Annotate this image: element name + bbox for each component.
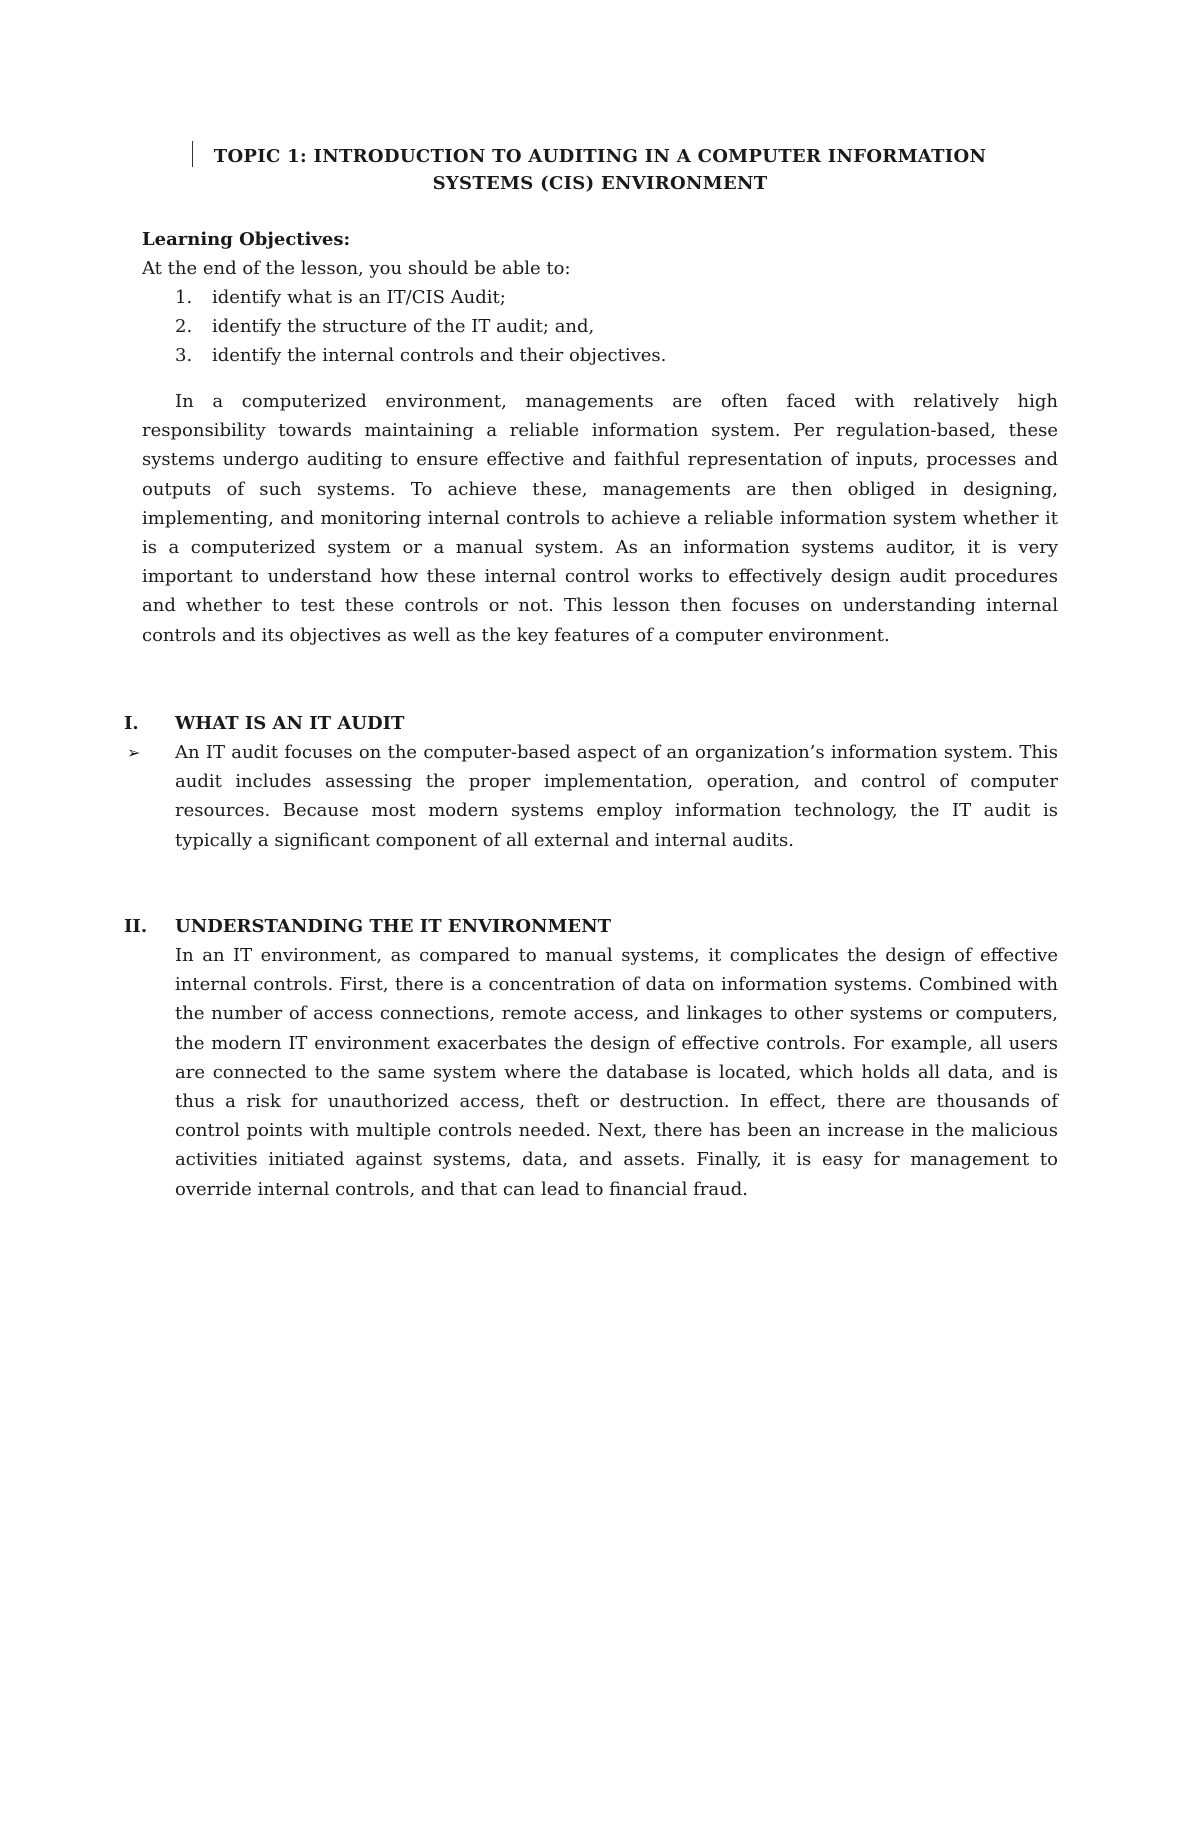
section-2-body: In an IT environment, as compared to manual systems, it complicates the design of effective internal controls. First, there is a concentration of data on information systems. Combined with the number of access connections, remote access, and linkages to other systems or computers, the modern IT environment exacerbates the design of effective controls. For example, all users are connected to the same system where the database is located, which holds all data, and is thus a risk for unauthorized access, theft or destruction. In effect, there are thousands of control points with multiple controls needed. Next, there has been an increase in the malicious activities initiated against systems, data, and assets. Finally, it is easy for management to override internal controls, and that can lead to financial fraud. — [175, 945, 1058, 1200]
objectives-list — [142, 283, 666, 370]
section-title: UNDERSTANDING THE IT ENVIRONMENT — [175, 916, 611, 937]
intro-paragraph: In a computerized environment, managements are often faced with relatively high responsibility towards maintaining a reliable information system. Per regulation-based, these systems undergo auditing to ensure effective and faithful representation of inputs, processes and outputs of such systems. To achieve these, managements are then obliged in designing, implementing, and monitoring internal controls to achieve a reliable information system whether it is a computerized system or a manual system. As an information systems auditor, it is very important to understand how these internal control works to effectively design audit procedures and whether to test these controls or not. This lesson then focuses on understanding internal controls and its objectives as well as the key features of a computer environment. — [142, 391, 1058, 646]
objective-item — [142, 312, 666, 341]
objective-number: 2. — [175, 316, 193, 337]
objective-item — [142, 341, 666, 370]
title-line-2: SYSTEMS (CIS) ENVIRONMENT — [432, 173, 768, 194]
objectives-heading: Learning Objectives: — [142, 229, 351, 250]
objective-item — [142, 283, 666, 312]
objective-text: identify the internal controls and their objectives. — [212, 345, 667, 366]
objective-number: 3. — [175, 345, 193, 366]
objectives-intro: At the end of the lesson, you should be able to: — [142, 258, 571, 279]
section-numeral: II. — [124, 916, 148, 937]
objective-text: identify the structure of the IT audit; and, — [212, 316, 595, 337]
objective-number: 1. — [175, 287, 193, 308]
page-title — [142, 143, 1058, 197]
objective-text: identify what is an IT/CIS Audit; — [212, 287, 506, 308]
section-1-body: An IT audit focuses on the computer-based aspect of an organization’s information system. This audit includes assessing the proper implementation, operation, and control of computer resources. Because most modern systems employ information technology, the IT audit is typically a significant component of all external and internal audits. — [175, 742, 1058, 851]
arrow-bullet-icon: ➢ — [127, 743, 141, 762]
title-line-1: TOPIC 1: INTRODUCTION TO AUDITING IN A COMPUTER INFORMATION — [213, 146, 987, 167]
section-title: WHAT IS AN IT AUDIT — [175, 713, 405, 734]
section-numeral: I. — [124, 713, 139, 734]
